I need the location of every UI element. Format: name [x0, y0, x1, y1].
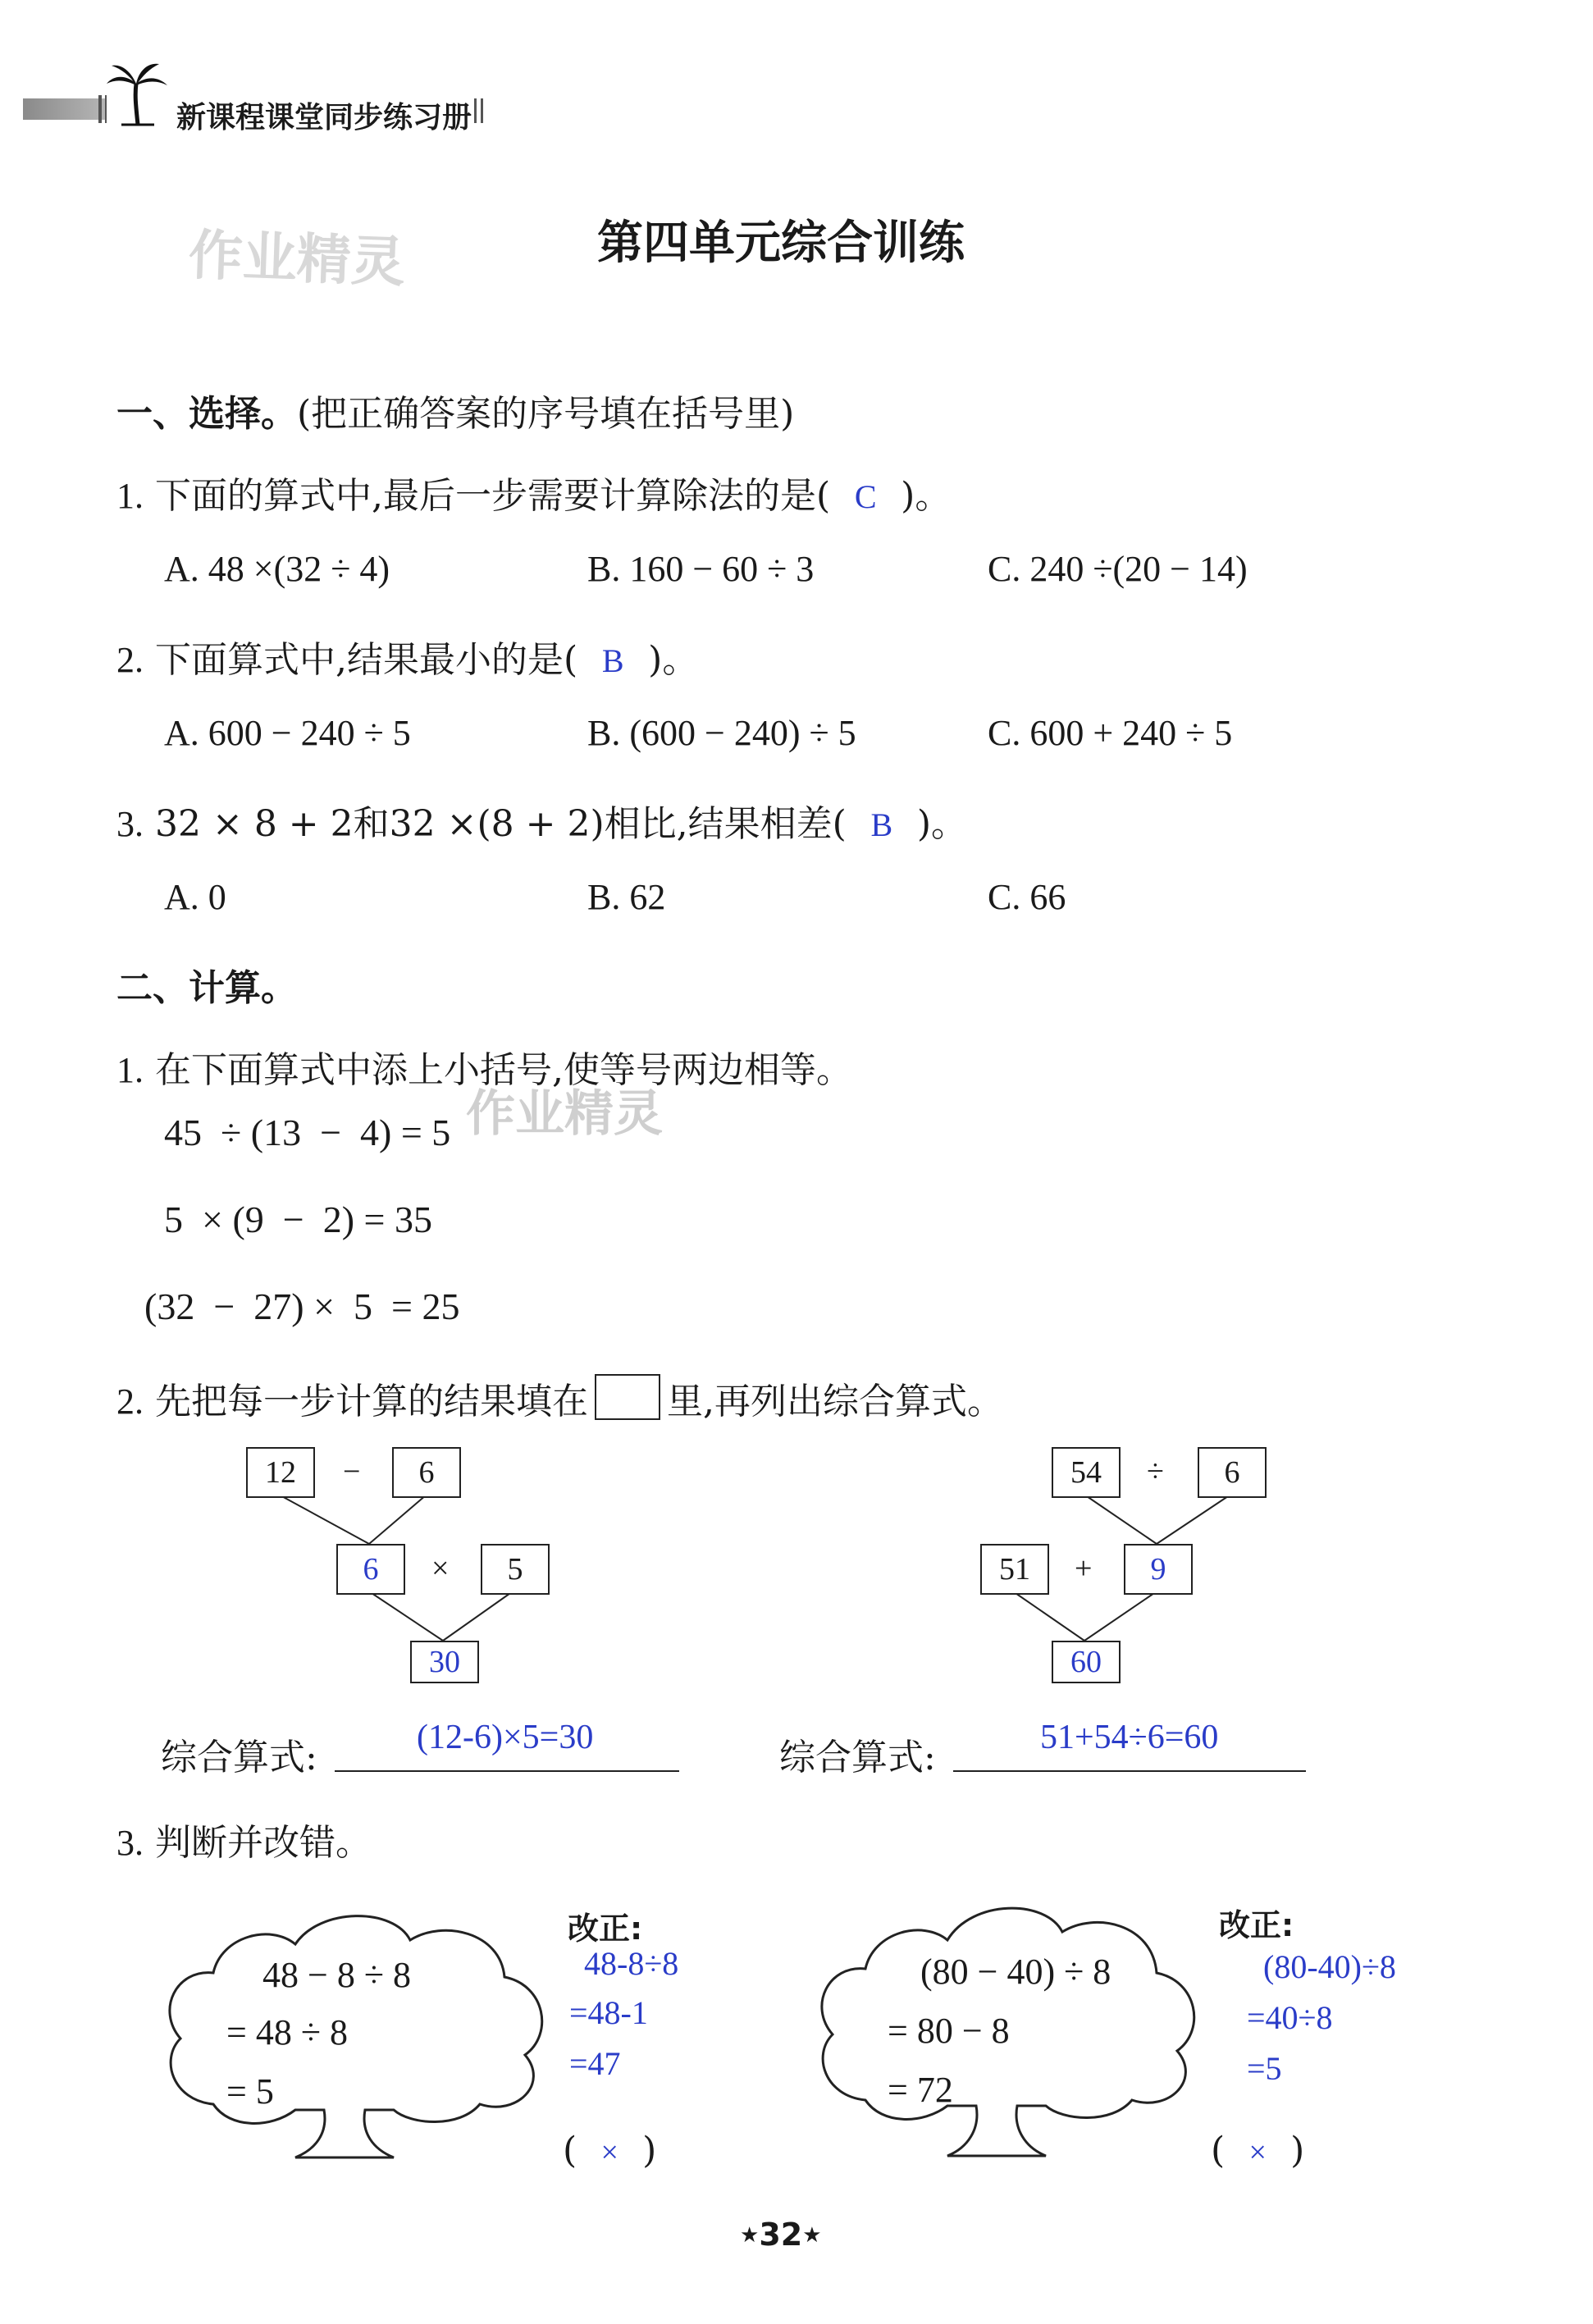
- tree-operator: −: [343, 1454, 361, 1489]
- question-stem: 32 × 8 + 2和32 ×(8 + 2)相比,结果相差(: [155, 803, 847, 845]
- tree-box: 6: [1198, 1447, 1267, 1498]
- bracket-line-2: 5 × (9 − 2) = 35: [164, 1199, 432, 1240]
- tree-box: 6: [392, 1447, 461, 1498]
- correction-line: =40÷8: [1247, 1999, 1333, 2036]
- tree-result-box: 30: [410, 1641, 479, 1683]
- correction-label: 改正:: [568, 1911, 643, 1947]
- question-number: 2.: [116, 1381, 144, 1422]
- wrong-calc-line: 48 − 8 ÷ 8: [262, 1955, 411, 1995]
- option-a: A. 600 − 240 ÷ 5: [164, 713, 411, 753]
- wrong-calc-line: = 5: [226, 2071, 274, 2112]
- wrong-calc-line: = 80 − 8: [888, 2011, 1010, 2051]
- formula-line: [953, 1770, 1306, 1772]
- bracket-line-3: (32 − 27) × 5 = 25: [144, 1285, 460, 1327]
- judge-bracket: ( × ): [1211, 2130, 1305, 2171]
- correction-line: =47: [569, 2045, 621, 2082]
- option-c: C. 66: [988, 877, 1066, 917]
- question-close: )。: [901, 475, 952, 517]
- question-stem: 里,再列出综合算式。: [667, 1381, 1003, 1422]
- tree-box: 12: [246, 1447, 315, 1498]
- star-icon: ★: [740, 2223, 760, 2248]
- watermark: 作业精灵: [466, 1085, 663, 1143]
- option-a: A. 48 ×(32 ÷ 4): [164, 549, 390, 589]
- judge-mark: ×: [1248, 2135, 1267, 2170]
- tree-result-box: 60: [1052, 1641, 1121, 1683]
- answer-text: B: [601, 642, 624, 679]
- tree-operator: ×: [431, 1551, 450, 1586]
- formula-label: 综合算式:: [779, 1737, 936, 1778]
- question-number: 2.: [116, 640, 144, 680]
- correction-line: =48-1: [569, 1994, 648, 2031]
- correction-line: 48-8÷8: [584, 1945, 679, 1982]
- formula-line: [335, 1770, 679, 1772]
- question-stem: 在下面算式中添上小括号,使等号两边相等。: [155, 1049, 852, 1091]
- tree-box: 54: [1052, 1447, 1121, 1498]
- question-number: 1.: [116, 1050, 144, 1090]
- correction-label: 改正:: [1219, 1907, 1294, 1943]
- calc-question-3: [116, 1813, 372, 1865]
- question-close: )。: [916, 803, 967, 845]
- wrong-calc-line: = 72: [888, 2070, 953, 2110]
- option-c: C. 600 + 240 ÷ 5: [988, 713, 1233, 753]
- question-stem: 下面的算式中,最后一步需要计算除法的是(: [155, 475, 831, 517]
- option-b: B. 160 − 60 ÷ 3: [587, 549, 815, 589]
- tree-box: 51: [980, 1544, 1049, 1595]
- tree-answer-box: 6: [336, 1544, 405, 1595]
- page-title: 第四单元综合训练: [597, 217, 965, 270]
- question-stem: 判断并改错。: [155, 1822, 372, 1864]
- option-a: A. 0: [164, 877, 226, 917]
- question-stem: 下面算式中,结果最小的是(: [155, 639, 578, 681]
- option-b: B. 62: [587, 877, 666, 917]
- option-b: B. (600 − 240) ÷ 5: [587, 713, 856, 753]
- correction-line: =5: [1247, 2050, 1282, 2087]
- tree-operator: +: [1075, 1551, 1093, 1586]
- judge-bracket: ( × ): [563, 2130, 657, 2171]
- formula-answer: 51+54÷6=60: [1040, 1719, 1219, 1756]
- tree-answer-box: 9: [1124, 1544, 1193, 1595]
- bracket-line-1: 45 ÷ (13 − 4) = 5: [164, 1112, 451, 1153]
- wrong-calc-line: (80 − 40) ÷ 8: [920, 1952, 1111, 1992]
- correction-line: (80-40)÷8: [1263, 1948, 1396, 1985]
- question-number: 3.: [116, 1823, 144, 1863]
- formula-answer: (12-6)×5=30: [417, 1719, 594, 1756]
- tree-box: 5: [481, 1544, 550, 1595]
- wrong-calc-line: = 48 ÷ 8: [226, 2012, 348, 2052]
- question-close: )。: [648, 639, 699, 681]
- answer-text: B: [870, 806, 893, 843]
- question-number: 3.: [116, 804, 144, 844]
- question-stem: 先把每一步计算的结果填在: [155, 1381, 588, 1422]
- formula-label: 综合算式:: [161, 1737, 317, 1778]
- question-number: 1.: [116, 476, 144, 516]
- answer-text: C: [854, 478, 877, 515]
- section-instruction: (把正确答案的序号填在括号里): [297, 393, 795, 435]
- tree-operator: ÷: [1147, 1454, 1164, 1489]
- star-icon: ★: [802, 2223, 822, 2248]
- watermark: 作业精灵: [187, 223, 407, 294]
- section-heading-text: 一、选择。: [116, 393, 297, 435]
- judge-mark: ×: [600, 2135, 618, 2170]
- page-number: ★32★: [740, 2217, 822, 2253]
- section2-heading: 二、计算。: [116, 967, 297, 1009]
- cloud-tree-left: [156, 1895, 558, 2166]
- book-title: 新课程课堂同步练习册: [176, 101, 472, 135]
- option-c: C. 240 ÷(20 − 14): [988, 549, 1248, 589]
